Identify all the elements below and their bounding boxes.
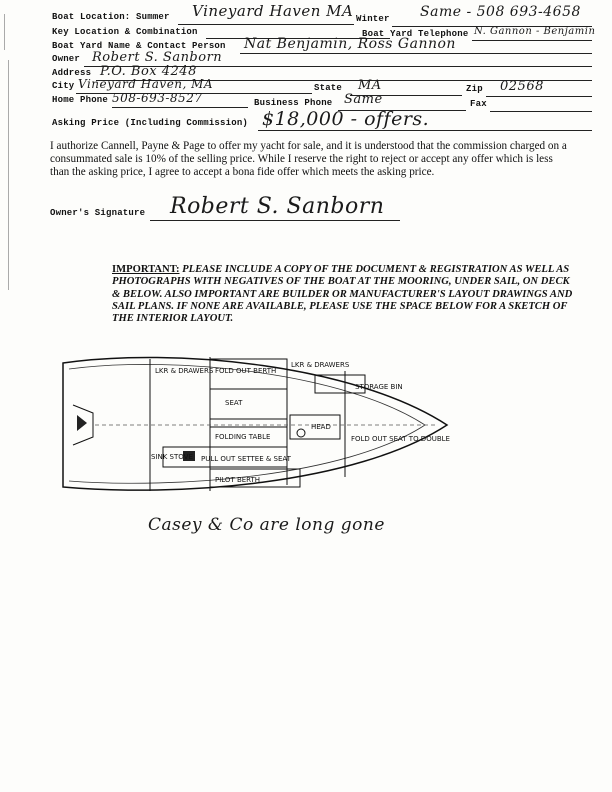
boat-location-value: Vineyard Haven MA [192,2,354,20]
boat-yard-phone-label: Boat Yard Telephone [362,29,469,39]
sketch-label-fold-out-berth: FOLD OUT BERTH [215,367,277,375]
sketch-label-fold-out-seat: FOLD OUT SEAT TO DOUBLE [351,435,450,443]
sketch-label-seat: SEAT [225,399,243,407]
home-phone-line [112,107,248,108]
business-phone-value: Same [344,92,383,107]
owner-value: Robert S. Sanborn [92,50,223,65]
zip-label: Zip [466,84,483,94]
important-notice [112,264,577,325]
owner-label: Owner [52,54,81,64]
address-value: P.O. Box 4248 [100,64,197,79]
winter-label: Winter [356,14,390,24]
state-label: State [314,83,343,93]
owner-signature: Robert S. Sanborn [170,194,385,219]
important-lead: IMPORTANT: [112,264,180,275]
margin-mark [8,60,15,290]
home-phone-label: Home Phone [52,95,109,105]
important-text: PLEASE INCLUDE A COPY OF THE DOCUMENT & REGISTRATION AS WELL AS PHOTOGRAPHS WITH NEGATIVES OF THE BOAT AT THE MOORING, UNDER SAIL, ON DECK & BELOW. ALSO IMPORTANT ARE BUILDER OR MANUFACTURER'S LAYOUT DRAWINGS AND SAIL PLANS. IF NONE ARE AVAILABLE, PLEASE USE THE SPACE BELOW FOR A SKETCH OF THE INTERIOR LAYOUT. [112,264,573,325]
authorization-text: I authorize Cannell, Payne & Page to offer my yacht for sale, and it is understood that the commission charged on a consummated sale is 10% of the selling price. While I reserve the right to reject or accept any offer which is less than the asking price, I agree to accept a bona fide offer which meets the asking price. [50,140,567,178]
sketch-label-lkr-drawers: LKR & DRAWERS [155,367,214,375]
boat-yard-name-value: Nat Benjamin, Ross Gannon [244,36,456,52]
signature-label: Owner's Signature [50,208,146,218]
zip-value: 02568 [500,79,544,94]
boat-yard-name-label: Boat Yard Name & Contact Person [52,41,226,51]
fax-label: Fax [470,99,487,109]
asking-price-line [258,130,592,131]
home-phone-value: 508-693-8527 [112,91,203,105]
state-value: MA [358,78,382,93]
sketch-label-sink: SINK STOVE [151,453,193,461]
boat-yard-phone-line [472,40,592,41]
city-value: Vineyard Haven, MA [78,77,214,91]
signature-line [150,220,400,221]
asking-price-value: $18,000 - offers. [262,108,430,130]
margin-mark [4,14,11,50]
boat-yard-phone-value: N. Gannon - Benjamin [474,26,596,37]
boat-location-label: Boat Location: Summer [52,12,170,22]
asking-price-label: Asking Price (Including Commission) [52,118,249,128]
handwritten-note: Casey & Co are long gone [148,515,385,535]
zip-line [486,96,592,97]
sketch-label-folding-table: FOLDING TABLE [215,433,271,441]
boat-location-line [178,24,354,25]
sketch-label-storage-bin: STORAGE BIN [355,383,403,391]
key-location-label: Key Location & Combination [52,27,198,37]
sketch-label-lkr-drawers-2: LKR & DRAWERS [291,361,350,369]
interior-layout-sketch [55,345,455,505]
sketch-label-pull-out-settee: PULL OUT SETTEE & SEAT [201,455,291,463]
sketch-label-head: HEAD [311,423,331,431]
city-label: City [52,81,75,91]
sketch-label-pilot-berth: PILOT BERTH [215,476,261,484]
address-label: Address [52,68,92,78]
boat-yard-name-line [240,53,592,54]
fax-line [490,111,592,112]
winter-value: Same - 508 693-4658 [420,4,581,20]
business-phone-label: Business Phone [254,98,333,108]
